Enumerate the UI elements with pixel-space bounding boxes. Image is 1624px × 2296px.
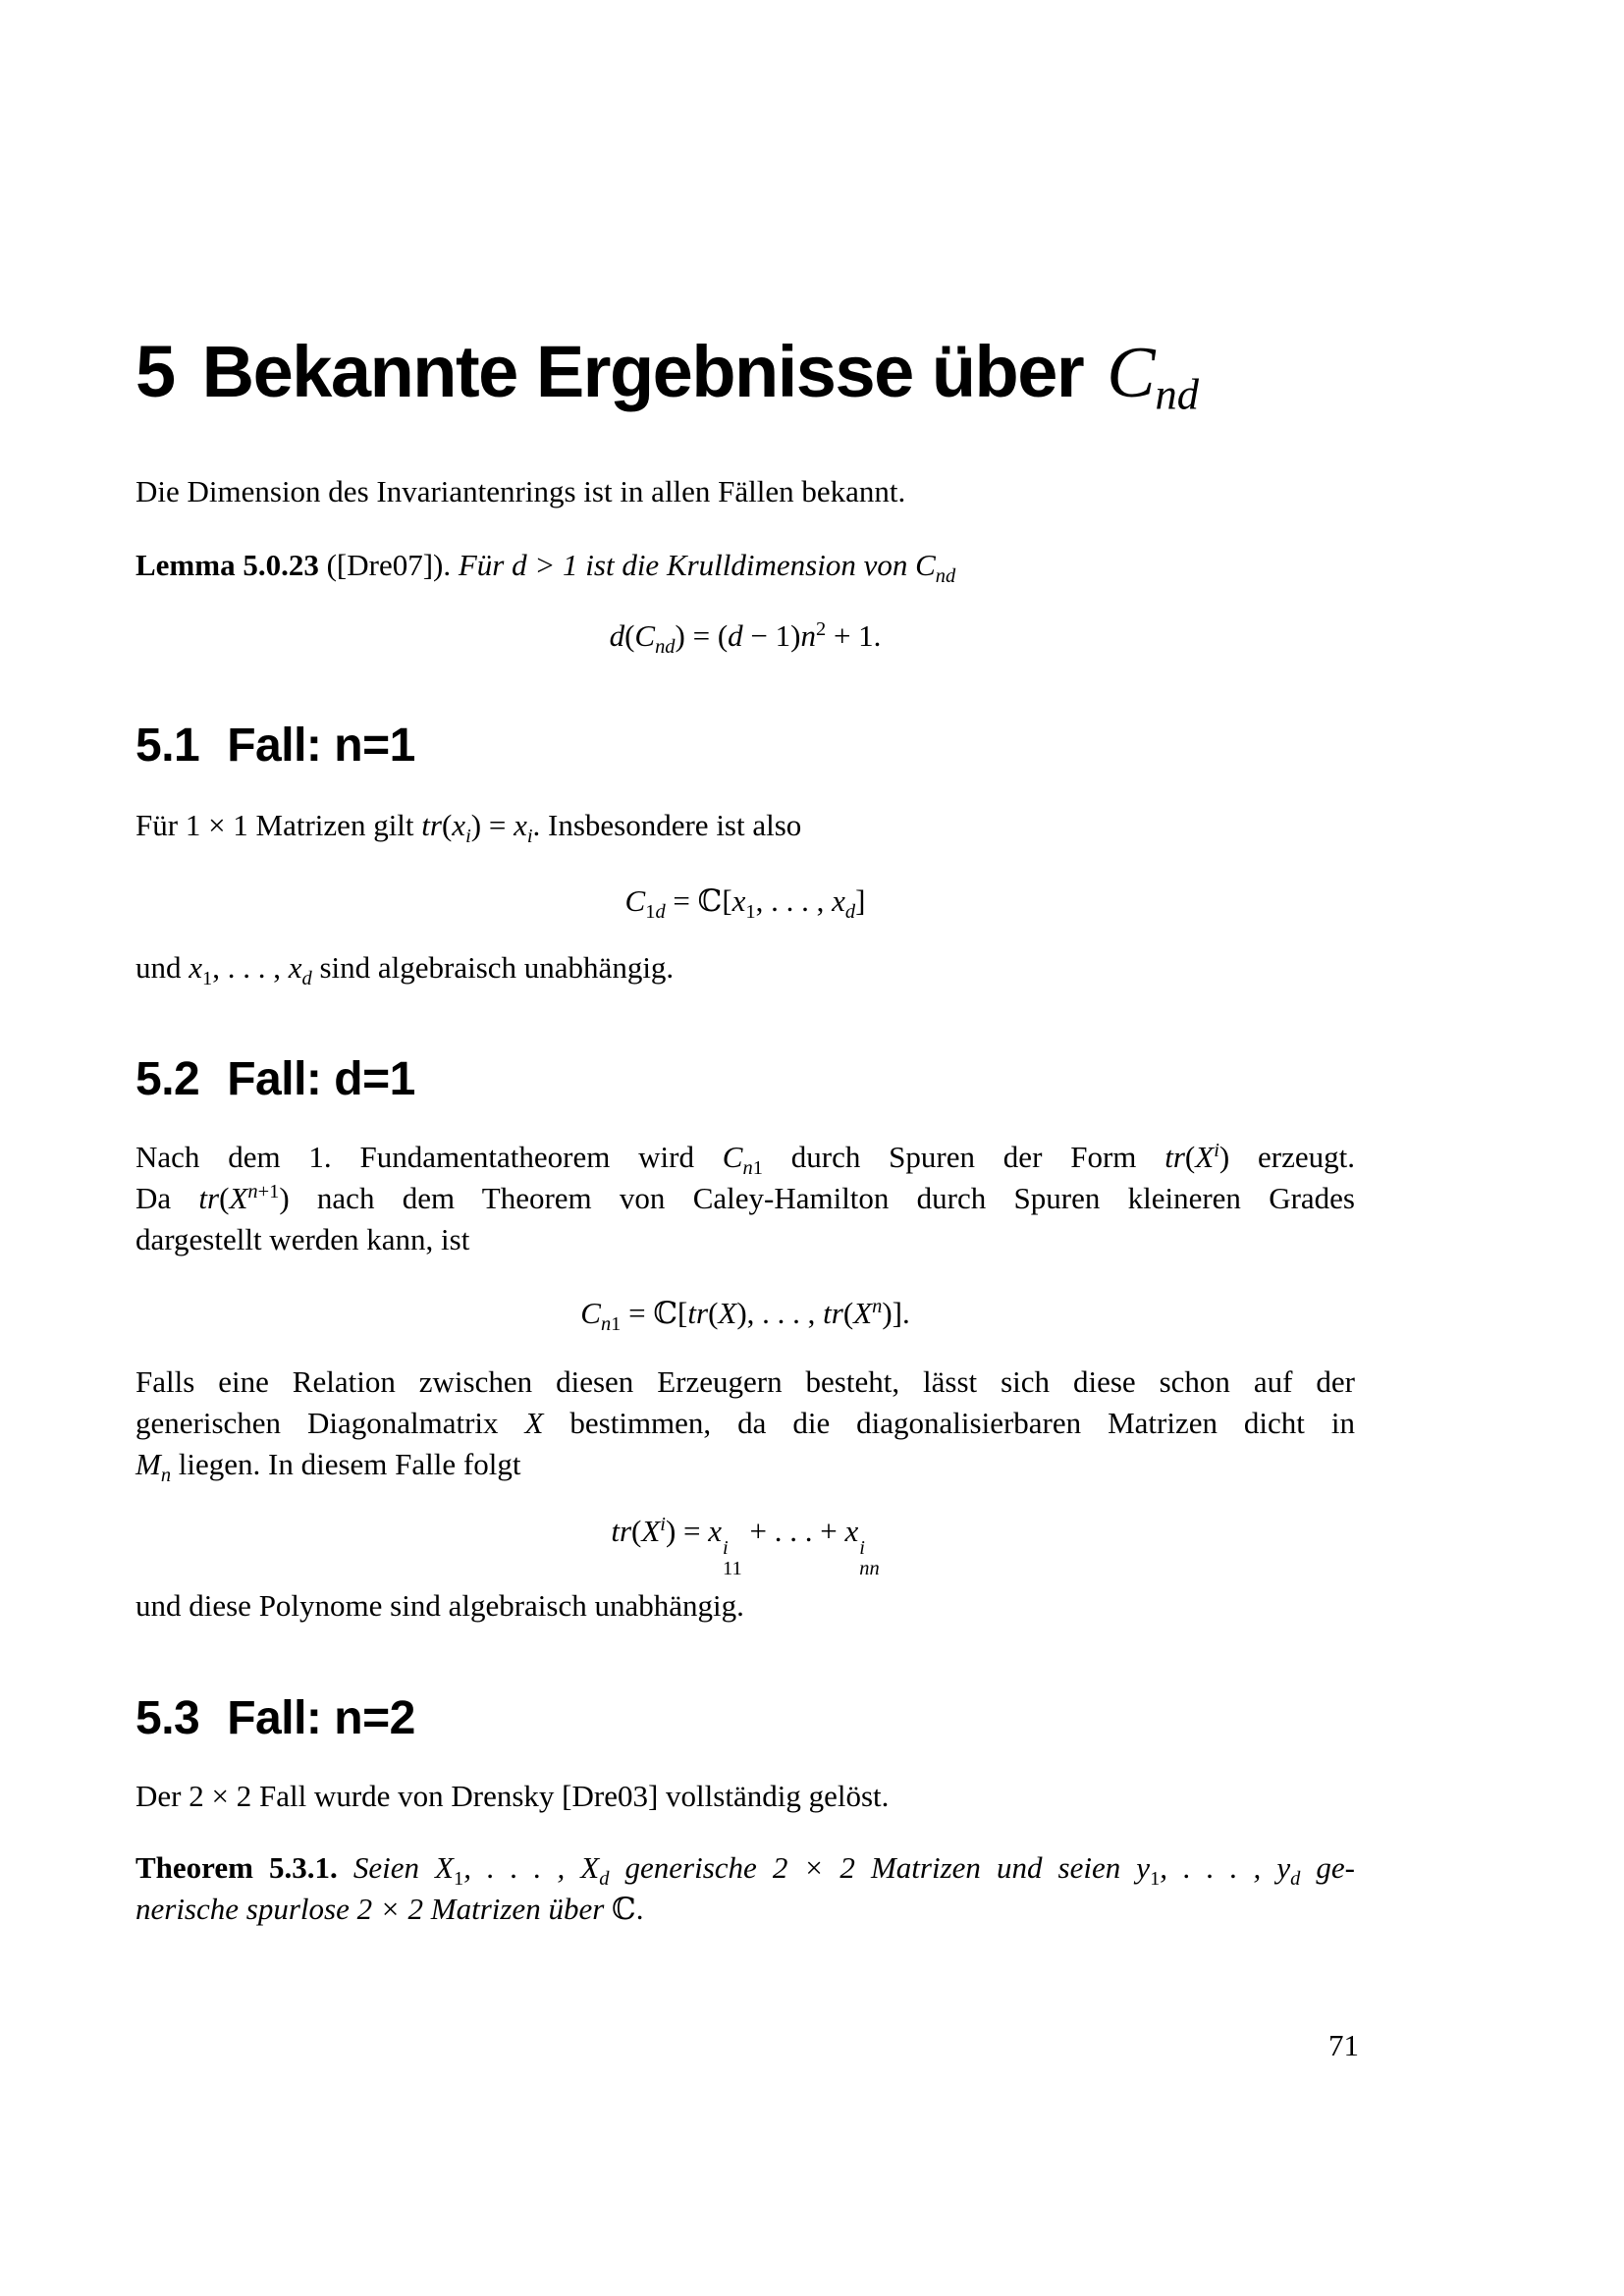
subsection-5-2-heading [135, 1054, 1355, 1105]
subsection-title: Fall: n=1 [227, 720, 415, 772]
subsection-5-3-heading [135, 1693, 1355, 1744]
section-title-text: Bekannte Ergebnisse über [201, 331, 1084, 412]
paragraph-5-2-relation [135, 1362, 1355, 1485]
subsection-number: 5.2 [135, 1053, 200, 1105]
text-line: dargestellt werden kann, ist [135, 1222, 470, 1256]
paragraph-5-2-outro: und diese Polynome sind algebraisch unabhängig. [135, 1588, 744, 1623]
subsection-title: Fall: n=2 [227, 1692, 415, 1744]
text-line: $M_n$ liegen. In diesem Falle folgt [135, 1447, 521, 1487]
text-line: Da $tr(X^{n+1})$ nach dem Theorem von Caley-Hamilton durch Spuren kleineren Grades [135, 1180, 1355, 1215]
paragraph-5-2-intro [135, 1137, 1355, 1260]
formula-cn1: $C_{n1}$ = ℂ[tr(X), . . . , $tr(X^n)$]. [580, 1295, 910, 1336]
text-line: Nach dem 1. Fundamentatheorem wird $C_{n1}$ durch Spuren der Form $tr(X^i)$ erzeugt. [135, 1139, 1355, 1180]
text-line: Falls eine Relation zwischen diesen Erzeugern besteht, lässt sich diese schon auf der [135, 1364, 1355, 1399]
paragraph-5-1-intro: Für 1 × 1 Matrizen gilt $tr(x_i) = x_i$. Insbesondere ist also [135, 808, 802, 848]
paragraph-5-3-intro: Der 2 × 2 Fall wurde von Drensky [Dre03] vollständig gelöst. [135, 1779, 890, 1813]
text-line: nerische spurlose 2 × 2 Matrizen über ℂ. [135, 1892, 644, 1927]
subsection-number: 5.3 [135, 1692, 200, 1744]
intro-paragraph: Die Dimension des Invariantenrings ist in allen Fällen bekannt. [135, 474, 906, 508]
text-line: generischen Diagonalmatrix X bestimmen, da die diagonalisierbaren Matrizen dicht in [135, 1406, 1355, 1440]
paragraph-5-1-outro: und $x_1$, . . . , $x_d$ sind algebraisch unabhängig. [135, 950, 675, 990]
formula-c1d: $C_{1d}$ = $ℂ[x_1$, . . . , $x_d$] [624, 883, 866, 924]
page-number: 71 [1328, 2028, 1359, 2062]
lemma-paragraph: Lemma 5.0.23 ([Dre07]). Für d > 1 ist die Krulldimension von $C_{nd}$ [135, 548, 956, 588]
section-number: 5 [135, 331, 175, 412]
text-line: Theorem 5.3.1. Seien $X_1$, . . . , $X_d$ generische 2 × 2 Matrizen und seien $y_1$, . . . , $y_d$ ge- [135, 1850, 1356, 1891]
formula-trace-power: $tr(X^i) = x$ i 11 + . . . + x i nn [611, 1513, 880, 1580]
theorem-5-3-1 [135, 1847, 1355, 1930]
section-title-math: $C_{nd}$ [1107, 333, 1199, 419]
lemma-formula: $d(C_{nd}) = (d - 1)n^2 + 1$. [609, 617, 882, 659]
subsection-number: 5.1 [135, 720, 200, 772]
section-heading [135, 331, 1355, 419]
subsection-title: Fall: d=1 [227, 1053, 415, 1105]
subsection-5-1-heading [135, 721, 1355, 772]
